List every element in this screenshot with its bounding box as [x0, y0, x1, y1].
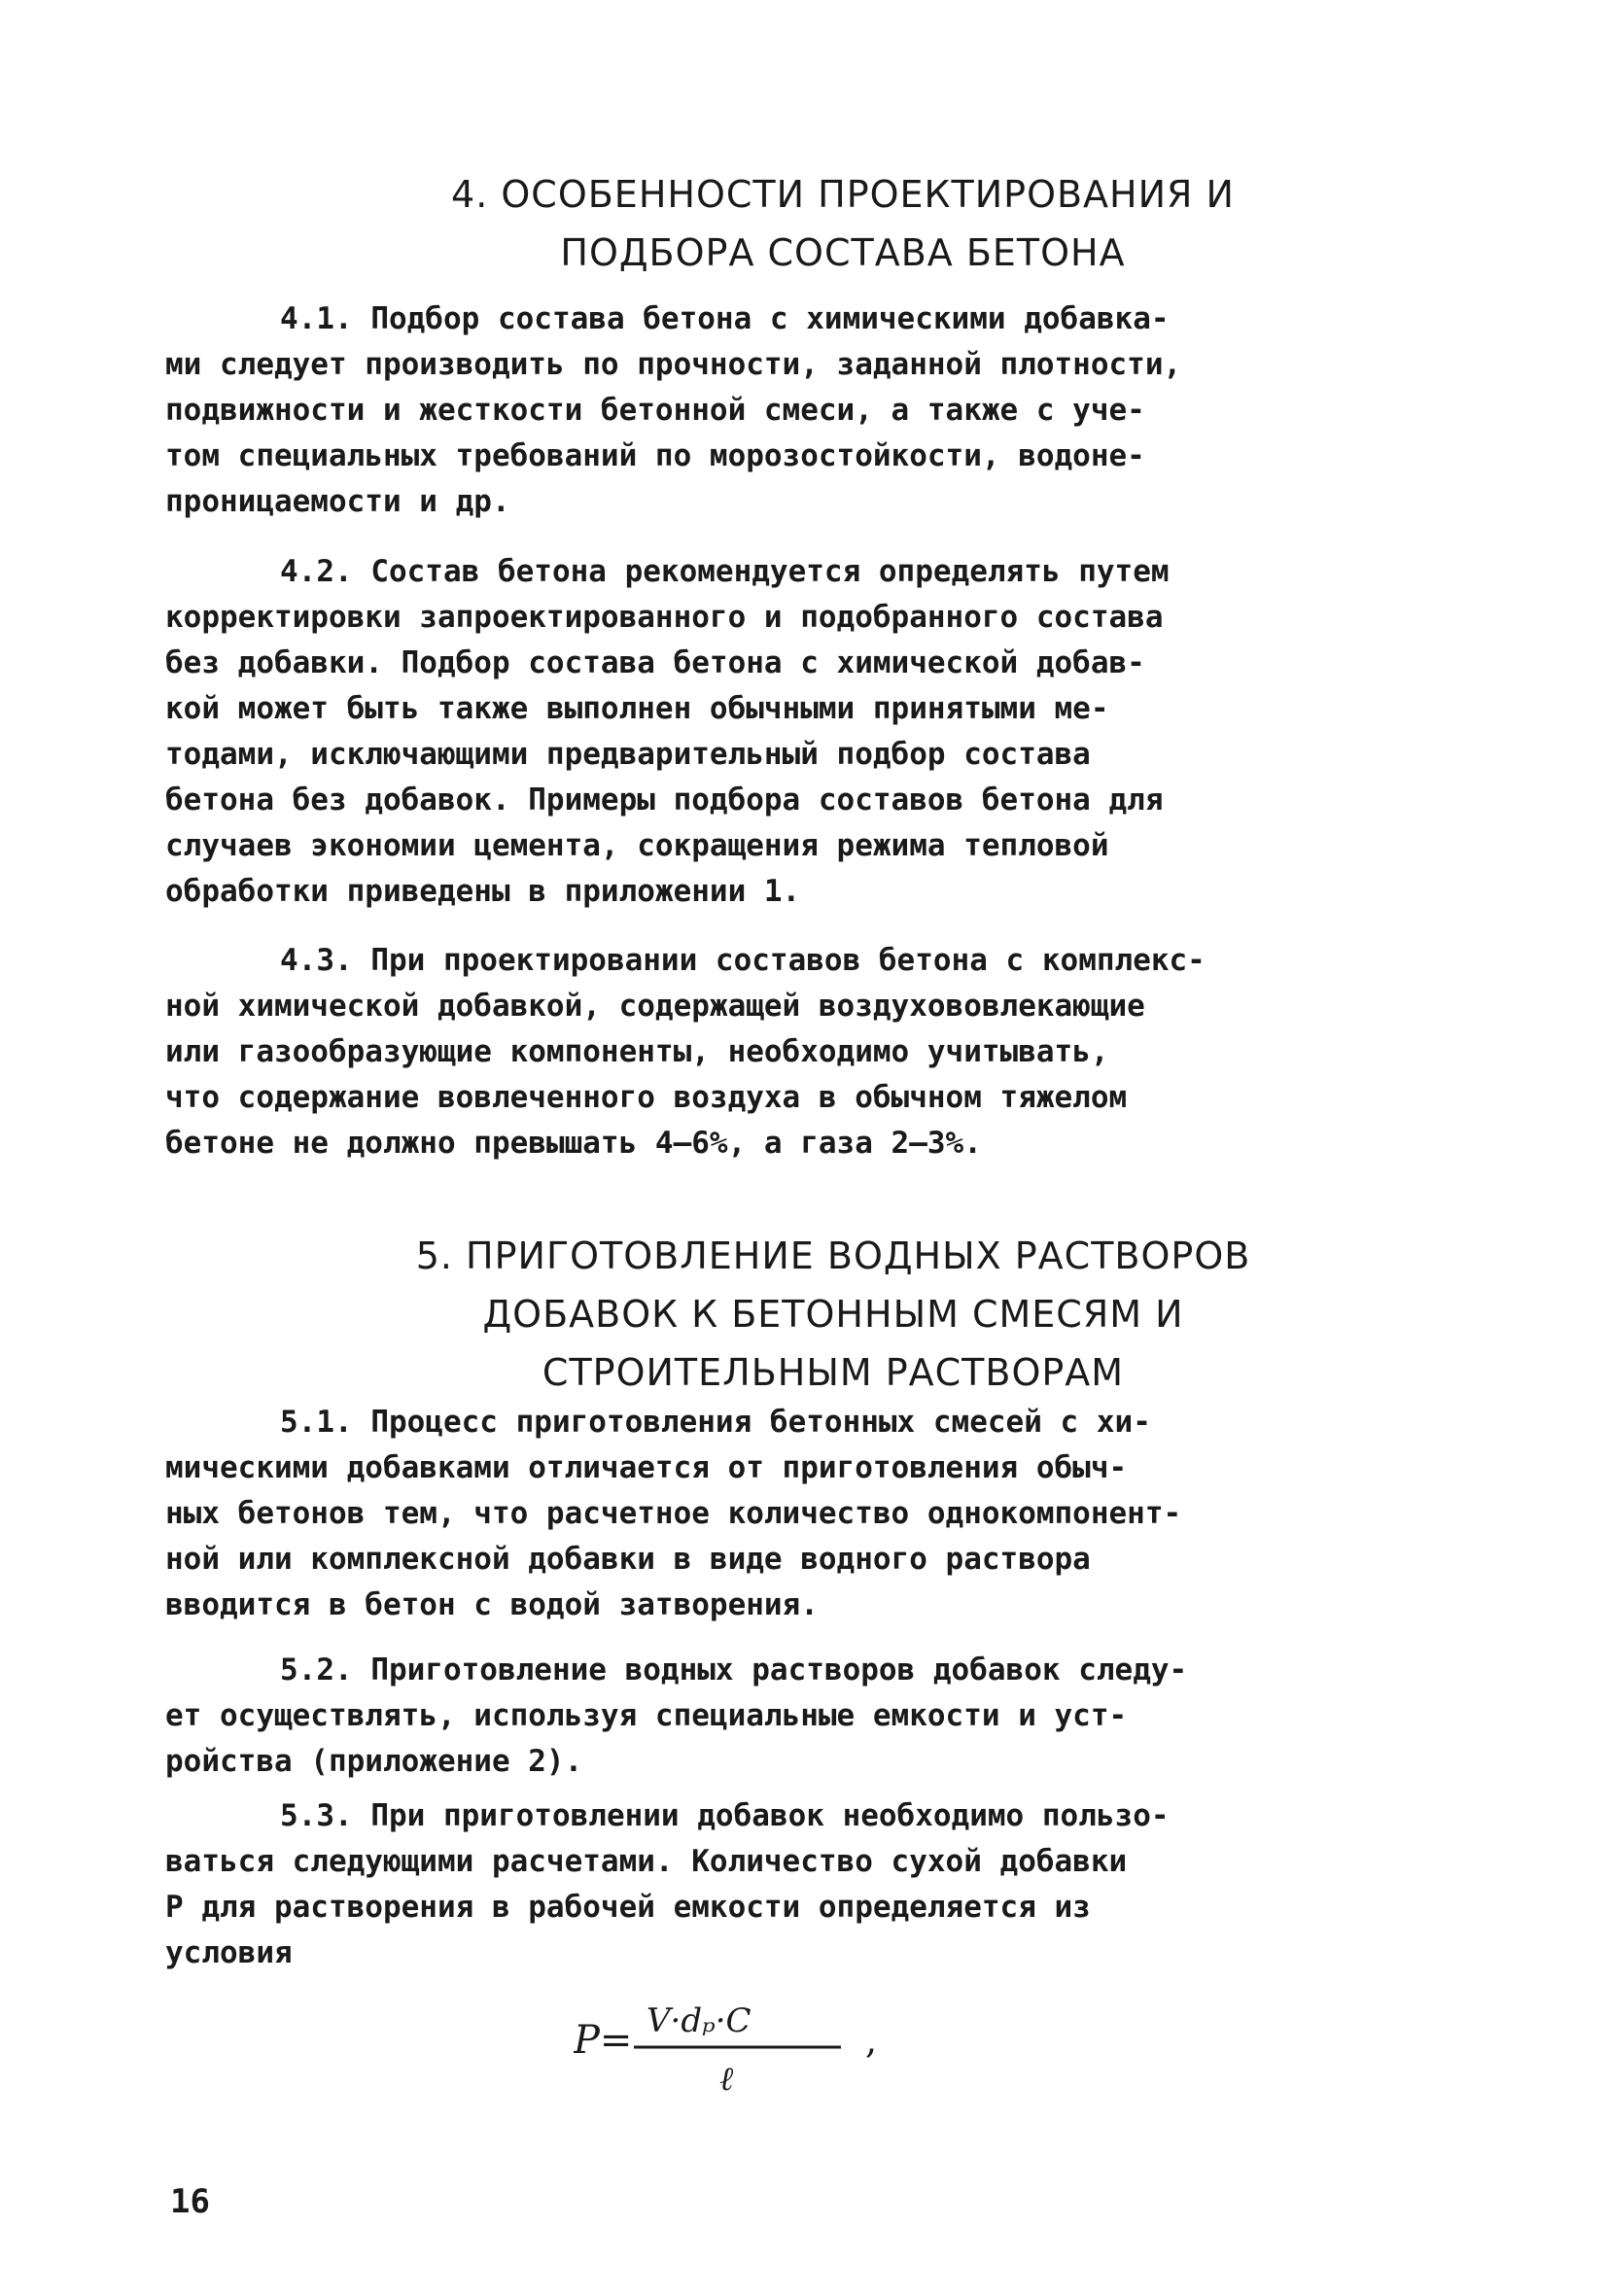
text-line: ет осуществлять, используя специальные емкости и уст-	[165, 1698, 1128, 1733]
page-number: 16	[170, 2182, 210, 2221]
text-line: подвижности и жесткости бетонной смеси, а также с уче-	[165, 393, 1145, 428]
text-line: 5.2. Приготовление водных растворов добавок следу-	[280, 1652, 1188, 1687]
text-line: ройства (приложение 2).	[165, 1744, 583, 1779]
heading-line: 4. ОСОБЕННОСТИ ПРОЕКТИРОВАНИЯ И	[451, 173, 1235, 216]
paragraph-5-1	[165, 1400, 1390, 1628]
text-line: ми следует производить по прочности, заданной плотности,	[165, 347, 1182, 382]
text-line: бетоне не должно превышать 4–6%, а газа 2–3%.	[165, 1126, 982, 1161]
text-line: вводится в бетон с водой затворения.	[165, 1587, 819, 1622]
heading-line: ПОДБОРА СОСТАВА БЕТОНА	[560, 231, 1126, 274]
text-line: что содержание вовлеченного воздуха в обычном тяжелом	[165, 1080, 1128, 1115]
text-line: 4.3. При проектировании составов бетона с комплекс-	[280, 943, 1206, 978]
paragraph-4-1	[165, 296, 1390, 525]
text-line: бетона без добавок. Примеры подбора составов бетона для	[165, 783, 1164, 818]
heading-line: ДОБАВОК К БЕТОННЫМ СМЕСЯМ И	[482, 1293, 1184, 1336]
dosage-formula	[574, 1993, 924, 2100]
formula-denominator: ℓ	[719, 2060, 734, 2099]
text-line: случаев экономии цемента, сокращения режима тепловой	[165, 828, 1109, 863]
text-line: корректировки запроектированного и подобранного состава	[165, 600, 1164, 635]
text-line: 4.1. Подбор состава бетона с химическими добавка-	[280, 301, 1170, 336]
formula-lhs: P=	[574, 2018, 633, 2063]
text-line: 5.1. Процесс приготовления бетонных смесей с хи-	[280, 1405, 1151, 1440]
text-line: 4.2. Состав бетона рекомендуется определять путем	[280, 554, 1170, 589]
text-line: ной или комплексной добавки в виде водного раствора	[165, 1542, 1091, 1577]
section-4-heading	[39, 165, 1608, 282]
text-line: проницаемости и др.	[165, 484, 510, 519]
section-5-heading	[29, 1227, 1608, 1402]
heading-line: СТРОИТЕЛЬНЫМ РАСТВОРАМ	[542, 1351, 1125, 1394]
paragraph-5-3	[165, 1793, 1390, 1976]
formula-numerator: V·dₚ·C	[647, 2001, 752, 2040]
text-line: без добавки. Подбор состава бетона с химической добав-	[165, 645, 1145, 680]
text-line: ваться следующими расчетами. Количество сухой добавки	[165, 1844, 1128, 1879]
paragraph-4-2	[165, 549, 1390, 915]
paragraph-5-2	[165, 1648, 1390, 1785]
text-line: ных бетонов тем, что расчетное количество однокомпонент-	[165, 1496, 1182, 1531]
text-line: условия	[165, 1935, 293, 1970]
paragraph-4-3	[165, 938, 1390, 1166]
text-line: 5.3. При приготовлении добавок необходимо пользо-	[280, 1798, 1170, 1833]
text-line: ной химической добавкой, содержащей воздухововлекающие	[165, 989, 1145, 1024]
heading-line: 5. ПРИГОТОВЛЕНИЕ ВОДНЫХ РАСТВОРОВ	[415, 1235, 1251, 1277]
text-line: том специальных требований по морозостойкости, водоне-	[165, 438, 1145, 473]
text-line: или газообразующие компоненты, необходимо учитывать,	[165, 1034, 1109, 1069]
formula-trailing: ,	[865, 2019, 878, 2062]
text-line: кой может быть также выполнен обычными принятыми ме-	[165, 691, 1109, 726]
text-line: P для растворения в рабочей емкости определяется из	[165, 1890, 1091, 1925]
text-line: мическими добавками отличается от приготовления обыч-	[165, 1450, 1128, 1485]
text-line: тодами, исключающими предварительный подбор состава	[165, 737, 1091, 772]
text-line: обработки приведены в приложении 1.	[165, 874, 801, 909]
